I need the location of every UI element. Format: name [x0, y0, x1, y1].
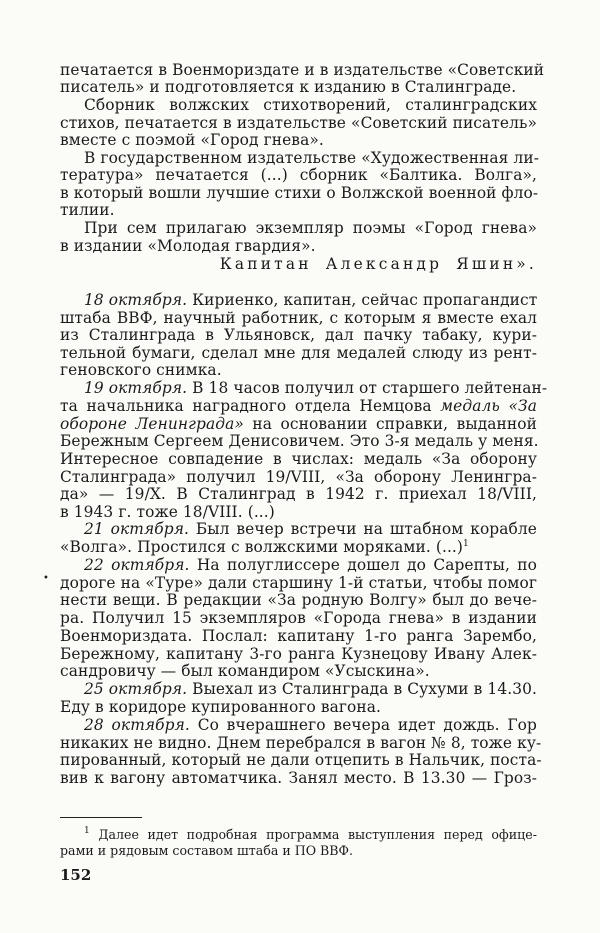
- footnote-line: рами и рядовым составом штаба и ПО ВВФ.: [60, 843, 354, 858]
- entry-text: В 18 часов получил от старшего лейтенан-: [192, 379, 548, 397]
- diary-entry-line: [84, 556, 537, 574]
- diary-entry-line: [84, 716, 537, 734]
- diary-entry-line: [84, 291, 537, 309]
- footnote-divider: [60, 817, 142, 818]
- footnote-text: Далее идет подробная программа выступления перед офице-: [98, 827, 537, 842]
- diary-entry-line: Военмориздата. Послал: капитану 1-го ранга Зарембо,: [60, 627, 537, 645]
- text-line: В государственном издательстве «Художественная ли-: [84, 149, 540, 167]
- diary-entry-line: [60, 397, 537, 415]
- diary-entry-line: штаба ВВФ, научный работник, с которым я вместе ехал: [60, 309, 537, 327]
- entry-text: та начальника наградного отдела Немцова: [60, 397, 432, 415]
- text-line: Сборник волжских стихотворений, сталинградских: [84, 96, 537, 114]
- entry-text: Кириенко, капитан, сейчас пропагандист: [192, 291, 538, 309]
- text-line: в издании «Молодая гвардия».: [60, 237, 316, 255]
- diary-entry-line: [84, 680, 537, 698]
- diary-entry-line: нести вещи. В редакции «За родную Волгу» был до вече-: [60, 591, 537, 609]
- diary-entry-line: в 1943 г. тоже 18/VIII. (...): [60, 503, 275, 521]
- text-line: стихов, печатается в издательстве «Советский писатель»: [60, 114, 537, 132]
- stray-mark: •: [43, 573, 49, 584]
- entry-text: Со вчерашнего вечера идет дождь. Гор: [197, 716, 537, 734]
- diary-entry-line: да» — 19/X. В Сталинград в 1942 г. приехал 18/VIII,: [60, 485, 537, 503]
- entry-text-italic: медаль «За: [440, 397, 537, 415]
- entry-text: На полуглиссере дошел до Сарепты, по: [196, 556, 538, 574]
- footnote-mark: 1: [84, 826, 90, 836]
- text-line: печатается в Военмориздате и в издательстве «Советский: [60, 61, 545, 79]
- entry-date: 18 октября.: [84, 291, 188, 309]
- diary-entry-line: тельной бумаги, сделал мне для медалей слюду из рент-: [60, 344, 537, 362]
- diary-entry-line: Бережному, капитану 3-го ранга Кузнецову Ивану Алек-: [60, 645, 537, 663]
- entry-text: «Волга». Простился с волжскими моряками. (...): [60, 538, 464, 556]
- footnote-line: [84, 827, 537, 842]
- diary-entry-line: [84, 520, 537, 538]
- diary-entry-line: Сталинграда» получил 19/VIII, «За оборону Ленингра-: [60, 468, 537, 486]
- text-line: писатель» и подготовляется к изданию в Сталинграде.: [60, 78, 517, 96]
- diary-entry-line: [84, 379, 548, 397]
- diary-entry-line: Еду в коридоре купированного вагона.: [60, 698, 382, 716]
- diary-entry-line: Интересное совпадение в числах: медаль «За оборону: [60, 450, 537, 468]
- entry-date: 25 октября.: [84, 680, 188, 698]
- text-line: вместе с поэмой «Город гнева».: [60, 131, 324, 149]
- diary-entry-line: пированный, который не дали отцепить в Нальчик, поста-: [60, 751, 542, 769]
- signature: Капитан Александр Яшин».: [219, 255, 537, 273]
- diary-entry-line: [60, 538, 537, 556]
- text-line: При сем прилагаю экземпляр поэмы «Город гнева»: [84, 219, 537, 237]
- page-number: 152: [60, 866, 92, 884]
- entry-date: 22 октября.: [84, 556, 190, 574]
- entry-text-italic: обороне Ленинграда»: [60, 415, 244, 433]
- entry-date: 21 октября.: [84, 520, 190, 538]
- footnote-mark: 1: [463, 539, 469, 549]
- diary-entry-line: дороге на «Туре» дали старшину 1-й статьи, чтобы помог: [60, 574, 537, 592]
- entry-text: Выехал из Сталинграда в Сухуми в 14.30.: [192, 680, 537, 698]
- diary-entry-line: из Сталинграда в Ульяновск, дал пачку табаку, кури-: [60, 326, 537, 344]
- entry-date: 28 октября.: [84, 716, 190, 734]
- diary-entry-line: никаких не видно. Днем перебрался в вагон № 8, тоже ку-: [60, 734, 542, 752]
- text-line: в который вошли лучшие стихи о Волжской военной фло-: [60, 184, 539, 202]
- entry-date: 19 октября.: [84, 379, 188, 397]
- diary-entry-line: [60, 415, 537, 433]
- text-line: тература» печатается (...) сборник «Балтика. Волга»,: [60, 166, 537, 184]
- entry-text: Был вечер встречи на штабном корабле: [195, 520, 537, 538]
- diary-entry-line: сандровичу — был командиром «Усыскина».: [60, 662, 430, 680]
- text-line: тилии.: [60, 201, 115, 219]
- diary-entry-line: Бережным Сергеем Денисовичем. Это 3-я медаль у меня.: [60, 432, 539, 450]
- entry-text: на основании справки, выданной: [252, 415, 537, 433]
- diary-entry-line: ра. Получил 15 экземпляров «Города гнева» в издании: [60, 609, 537, 627]
- diary-entry-line: вив к вагону автоматчика. Занял место. В 13.30 — Гроз-: [60, 769, 537, 787]
- diary-entry-line: геновского снимка.: [60, 361, 222, 379]
